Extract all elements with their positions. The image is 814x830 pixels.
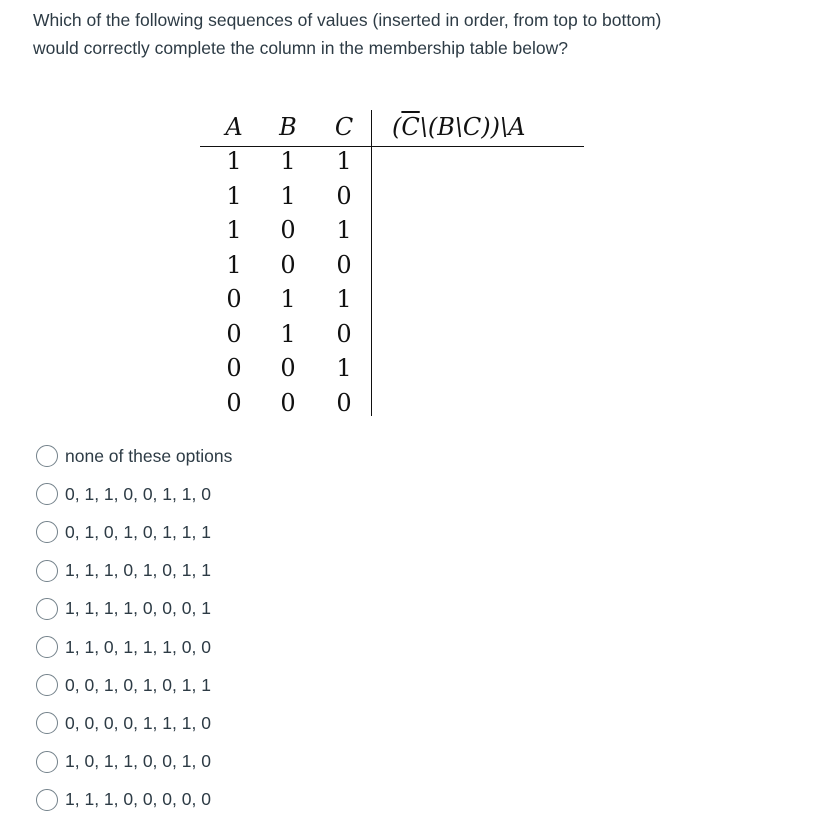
cell-c: 0 [336,388,352,417]
header-divider [200,146,584,147]
answer-option-label[interactable]: 0, 1, 1, 0, 0, 1, 1, 0 [65,483,211,504]
answer-option[interactable] [36,708,211,738]
cell-b: 1 [280,181,296,210]
cell-b: 0 [280,388,296,417]
expression-c-complement: $\overline{C}$ [401,113,420,141]
expression-rest: \(B\C))\A [419,113,526,141]
cell-a: 0 [226,354,242,382]
cell-c: 0 [336,319,352,348]
cell-b: 1 [280,285,296,313]
cell-a: 1 [226,216,242,244]
answer-option[interactable] [36,556,211,586]
cell-a: 0 [226,285,242,313]
answer-option-label[interactable]: 1, 1, 1, 0, 0, 0, 0, 0 [65,789,211,810]
answer-option-label[interactable]: 0, 0, 0, 0, 1, 1, 1, 0 [65,712,211,733]
cell-a: 1 [226,250,242,279]
cell-b: 1 [280,147,296,175]
cell-b: 1 [280,319,296,348]
cell-b: 0 [280,354,296,382]
answer-option-label[interactable]: 1, 0, 1, 1, 0, 0, 1, 0 [65,751,211,772]
answer-option[interactable] [36,785,211,815]
answer-option-label[interactable]: none of these options [65,445,233,466]
answer-option[interactable] [36,747,211,777]
cell-b: 0 [280,250,296,279]
header-c: C [334,113,354,141]
answer-option[interactable] [36,594,211,624]
radio-button[interactable] [36,483,58,505]
cell-c: 1 [336,354,352,382]
radio-button[interactable] [36,521,58,543]
answer-option-label[interactable]: 1, 1, 1, 0, 1, 0, 1, 1 [65,560,211,581]
answer-option[interactable] [36,441,232,471]
answer-option[interactable] [36,479,211,509]
radio-button[interactable] [36,674,58,696]
radio-button[interactable] [36,789,58,811]
radio-button[interactable] [36,751,58,773]
column-divider [371,110,372,416]
radio-button[interactable] [36,636,58,658]
header-expression [392,110,525,144]
answer-option[interactable] [36,632,211,662]
answer-option[interactable] [36,517,211,547]
answer-option-label[interactable]: 0, 0, 1, 0, 1, 0, 1, 1 [65,674,211,695]
cell-a: 1 [226,181,242,210]
header-a: A [225,113,243,141]
cell-a: 1 [226,147,242,175]
radio-button[interactable] [36,560,58,582]
cell-a: 0 [226,319,242,348]
cell-a: 0 [226,388,242,417]
question-text [33,6,793,62]
radio-button[interactable] [36,712,58,734]
header-b: B [279,113,297,141]
cell-c: 0 [336,181,352,210]
question-line-2: would correctly complete the column in the membership table below? [33,38,568,58]
cell-c: 1 [336,285,352,313]
answer-option-label[interactable]: 0, 1, 0, 1, 0, 1, 1, 1 [65,521,211,542]
answer-option-label[interactable]: 1, 1, 1, 1, 0, 0, 0, 1 [65,598,211,619]
answer-option-label[interactable]: 1, 1, 0, 1, 1, 1, 0, 0 [65,636,211,657]
expression-open-paren: ( [392,113,402,141]
radio-button[interactable] [36,445,58,467]
radio-button[interactable] [36,598,58,620]
answer-option[interactable] [36,670,211,700]
cell-c: 1 [336,216,352,244]
cell-c: 0 [336,250,352,279]
question-line-1: Which of the following sequences of values (inserted in order, from top to bottom) [33,10,662,30]
cell-c: 1 [336,147,352,175]
cell-b: 0 [280,216,296,244]
